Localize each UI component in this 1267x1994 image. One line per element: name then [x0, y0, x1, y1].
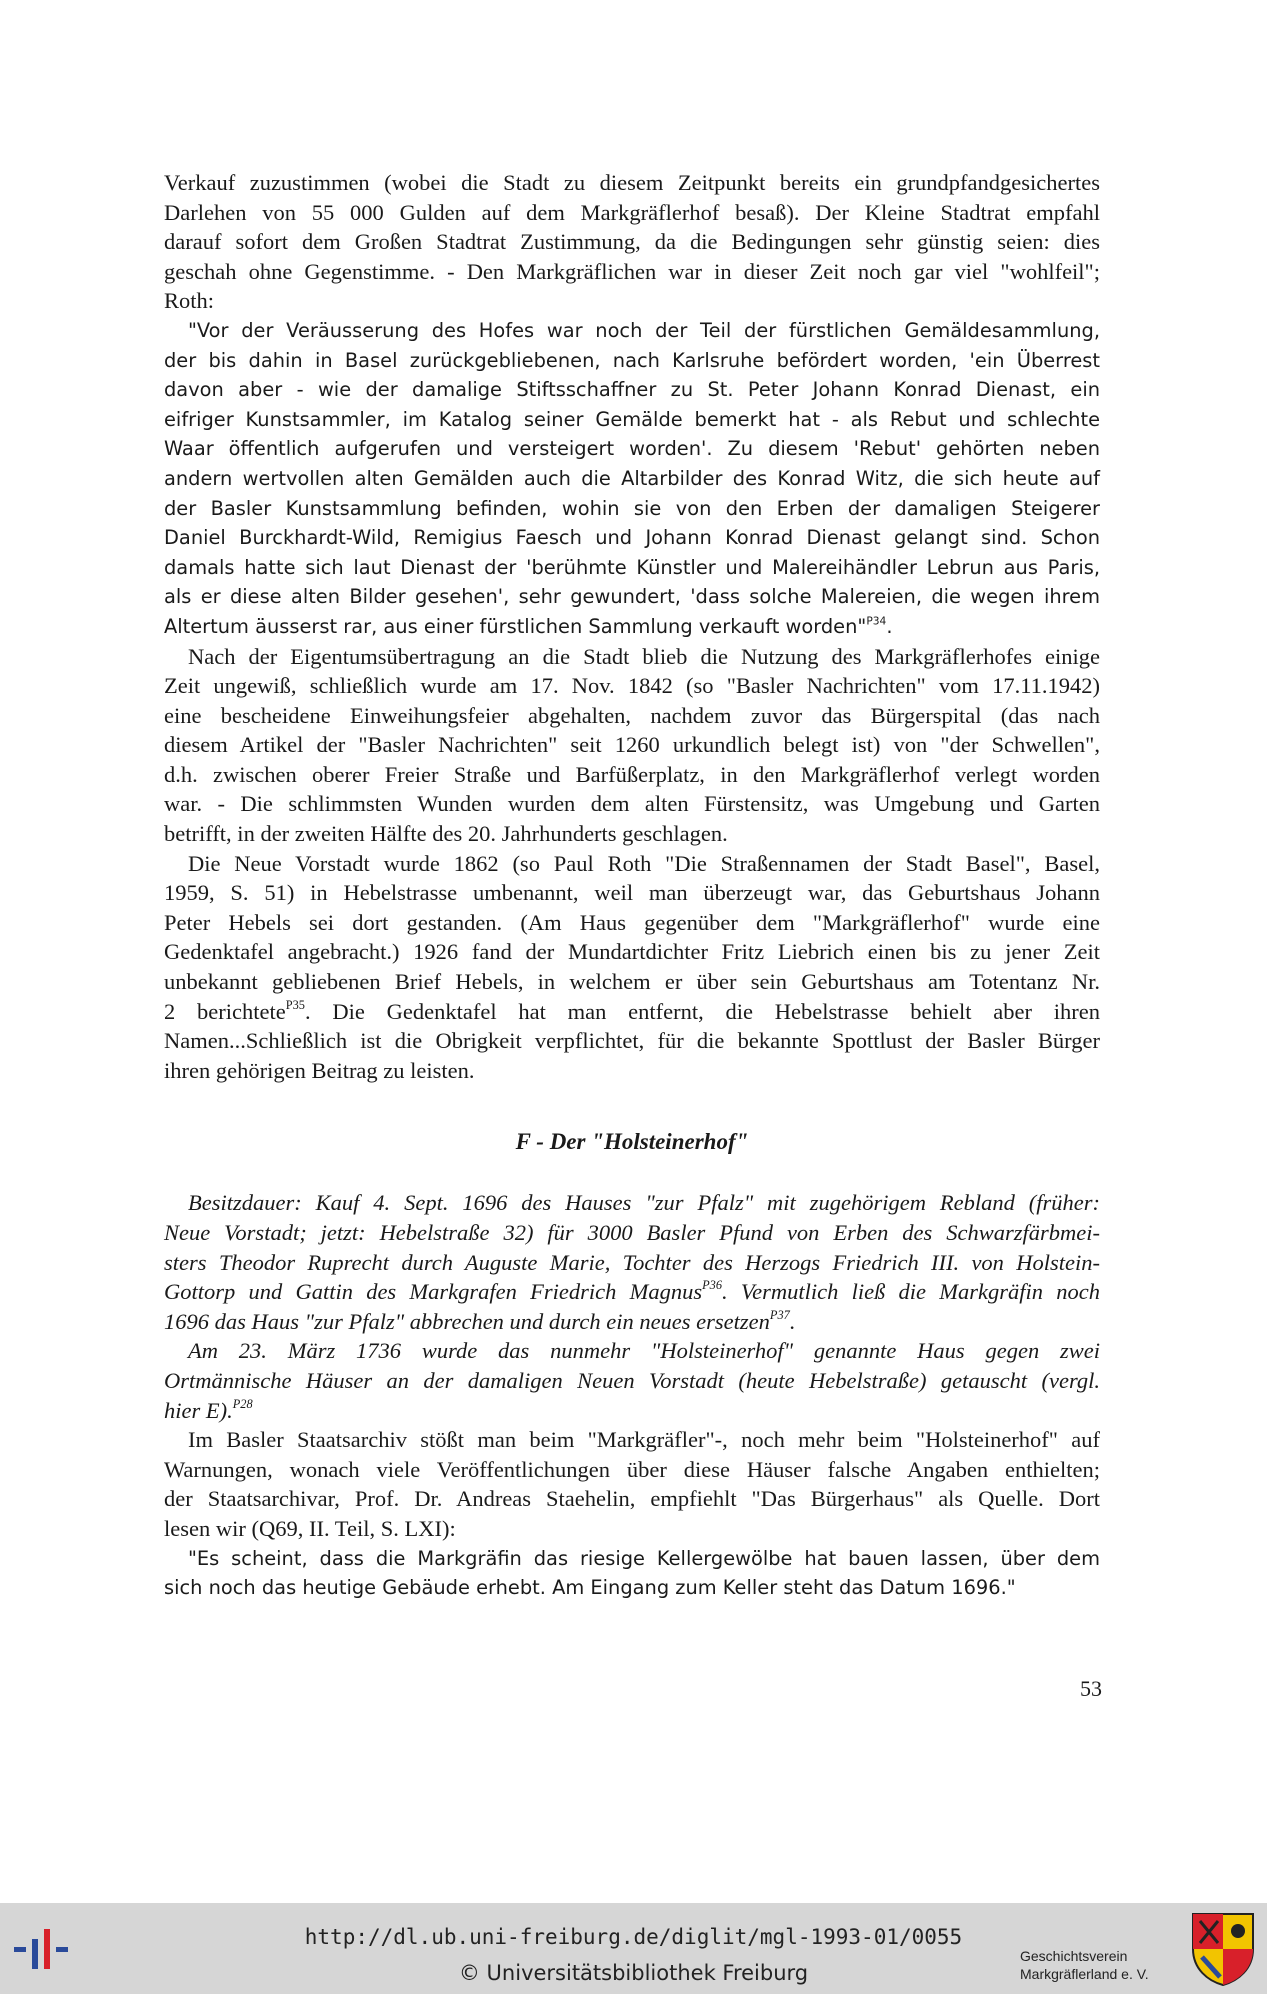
quote-line: als er diese alten Bilder gesehen', sehr gewundert, 'dass solche Malereien, die wegen ihrem — [164, 585, 1100, 609]
text-line — [164, 997, 1100, 1027]
text-line: war. - Die schlimmsten Wunden wurden dem alten Fürstensitz, was Umgebung und Garten — [164, 791, 1100, 817]
quote-line: "Es scheint, dass die Markgräfin das riesige Kellergewölbe hat bauen lassen, über dem — [188, 1546, 1100, 1570]
text-line: Verkauf zuzustimmen (wobei die Stadt zu diesem Zeitpunkt bereits ein grundpfandgesichertes — [164, 170, 1100, 195]
quote-line: sich noch das heutige Gebäude erhebt. Am Eingang zum Keller steht das Datum 1696." — [164, 1576, 1016, 1600]
text-line: ihren gehörigen Beitrag zu leisten. — [164, 1057, 475, 1083]
quote-text: Altertum äusserst rar, aus einer fürstlichen Sammlung verkauft worden" — [164, 614, 867, 638]
text-line: 1959, S. 51) in Hebelstrasse umbenannt, weil man überzeugt war, das Geburtshaus Johann — [164, 880, 1100, 906]
paragraph-2 — [164, 642, 1100, 849]
text-fragment: hier E). — [164, 1397, 233, 1423]
quote-line: der bis dahin in Basel zurückgebliebenen, nach Karlsruhe befördert worden, 'ein Überrest — [164, 348, 1100, 372]
quote-line: "Vor der Veräusserung des Hofes war noch der Teil der fürstlichen Gemäldesammlung, — [188, 318, 1100, 342]
text-line: eine bescheidene Einweihungsfeier abgehalten, nachdem zuvor das Bürgerspital (das nach — [164, 702, 1100, 728]
text-fragment: . Vermutlich ließ die Markgräfin noch — [722, 1279, 1100, 1305]
footer-copyright: © Universitätsbibliothek Freiburg — [458, 1961, 809, 1985]
coat-of-arms-icon[interactable] — [1190, 1911, 1256, 1987]
footnote-ref: P34 — [866, 614, 887, 628]
paragraph-5 — [164, 1336, 1100, 1425]
quote-text: . — [886, 614, 893, 638]
society-line: Markgräflerland e. V. — [1020, 1966, 1149, 1982]
section-heading: F - Der "Holsteinerhof" — [515, 1129, 749, 1155]
paragraph-1 — [164, 168, 1100, 316]
text-line: Neue Vorstadt; jetzt: Hebelstraße 32) für 3000 Basler Pfund von Erben des Schwarzfärbmei- — [164, 1220, 1100, 1245]
text-line — [164, 1277, 1100, 1307]
quote-2 — [164, 1544, 1100, 1603]
footnote-ref: P28 — [232, 1396, 253, 1411]
page-number: 53 — [1080, 1676, 1102, 1701]
footer-url-link[interactable]: http://dl.ub.uni-freiburg.de/diglit/mgl-1993-01/0055 — [304, 1925, 963, 1949]
text-line: der Staatsarchivar, Prof. Dr. Andreas Staehelin, empfiehlt "Das Bürgerhaus" als Quelle. Dort — [164, 1486, 1100, 1512]
quote-line — [164, 612, 1100, 642]
text-line: Zeit ungewiß, schließlich wurde am 17. Nov. 1842 (so "Basler Nachrichten" vom 17.11.1942) — [164, 673, 1100, 699]
text-line: d.h. zwischen oberer Freier Straße und Barfüßerplatz, in den Markgräflerhof verlegt worden — [164, 761, 1100, 787]
text-fragment: Gottorp und Gattin des Markgrafen Friedrich Magnus — [164, 1279, 703, 1305]
text-line: Gedenktafel angebracht.) 1926 fand der Mundartdichter Fritz Liebrich einen bis zu jener Zeit — [164, 939, 1100, 965]
text-line: Die Neue Vorstadt wurde 1862 (so Paul Roth "Die Straßennamen der Stadt Basel", Basel, — [188, 850, 1100, 876]
text-line — [164, 1396, 1100, 1426]
quote-line: eifriger Kunstsammler, im Katalog seiner Gemälde bemerkt hat - als Rebut und schlechte — [164, 407, 1100, 431]
text-line: Roth: — [164, 288, 215, 314]
text-line: Nach der Eigentumsübertragung an die Stadt blieb die Nutzung des Markgräflerhofes einige — [188, 643, 1100, 669]
text-line: Peter Hebels sei dort gestanden. (Am Haus gegenüber dem "Markgräflerhof" wurde eine — [164, 909, 1100, 935]
text-line: darauf sofort dem Großen Stadtrat Zustimmung, da die Bedingungen sehr günstig seien: dies — [164, 229, 1100, 255]
society-line: Geschichtsverein — [1020, 1948, 1128, 1964]
text-line: Im Basler Staatsarchiv stößt man beim "Markgräfler"-, noch mehr beim "Holsteinerhof" auf — [188, 1427, 1100, 1453]
text-fragment: 2 berichtete — [164, 998, 286, 1024]
footer-society-name — [1020, 1947, 1195, 1983]
text-fragment: 1696 das Haus "zur Pfalz" abbrechen und durch ein neues ersetzen — [164, 1308, 770, 1334]
text-line: Namen...Schließlich ist die Obrigkeit verpflichtet, für die bekannte Spottlust der Basler Bürger — [164, 1028, 1100, 1054]
text-line: lesen wir (Q69, II. Teil, S. LXI): — [164, 1515, 456, 1541]
text-fragment: . — [789, 1308, 796, 1334]
footnote-ref: P37 — [769, 1307, 790, 1322]
text-line: Darlehen von 55 000 Gulden auf dem Markgräflerhof besaß). Der Kleine Stadtrat empfahl — [164, 199, 1100, 225]
paragraph-3 — [164, 849, 1100, 1086]
quote-1 — [164, 316, 1100, 642]
footer-bar — [0, 1903, 1267, 1994]
quote-line: Daniel Burckhardt-Wild, Remigius Faesch und Johann Konrad Dienast gelangt sind. Schon — [164, 526, 1100, 550]
text-line: unbekannt gebliebenen Brief Hebels, in welchem er über sein Geburtshaus am Totentanz Nr. — [164, 969, 1100, 995]
quote-line: davon aber - wie der damalige Stiftsschaffner zu St. Peter Johann Konrad Dienast, ein — [164, 378, 1100, 402]
paragraph-4 — [164, 1188, 1100, 1336]
text-line: Warnungen, wonach viele Veröffentlichungen über diese Häuser falsche Angaben enthielten; — [164, 1456, 1100, 1482]
quote-line: der Basler Kunstsammlung befinden, wohin sie von den Erben der damaligen Steigerer — [164, 496, 1100, 520]
paragraph-6 — [164, 1425, 1100, 1543]
quote-line: andern wertvollen alten Gemälden auch die Altarbilder des Konrad Witz, die sich heute auf — [164, 466, 1100, 490]
quote-line: damals hatte sich laut Dienast der 'berühmte Künstler und Malereihändler Lebrun aus Paris, — [164, 555, 1100, 579]
text-line: betrifft, in der zweiten Hälfte des 20. Jahrhunderts geschlagen. — [164, 821, 728, 847]
text-fragment: . Die Gedenktafel hat man entfernt, die Hebelstrasse behielt aber ihren — [304, 998, 1100, 1024]
text-line: Ortmännische Häuser an der damaligen Neuen Vorstadt (heute Hebelstraße) getauscht (vergl. — [164, 1367, 1100, 1393]
text-line: sters Theodor Ruprecht durch Auguste Marie, Tochter des Herzogs Friedrich III. von Holstein- — [164, 1249, 1100, 1275]
footnote-ref: P36 — [702, 1278, 723, 1293]
footnote-ref: P35 — [285, 997, 305, 1012]
page-body — [164, 168, 1100, 1603]
text-line — [164, 1307, 1100, 1337]
text-line: diesem Artikel der "Basler Nachrichten" seit 1260 urkundlich belegt ist) von "der Schwellen", — [164, 732, 1100, 758]
text-line: geschah ohne Gegenstimme. - Den Markgräflichen war in dieser Zeit noch gar viel "wohlfeil"; — [164, 258, 1100, 284]
quote-line: Waar öffentlich aufgerufen und versteigert worden'. Zu diesem 'Rebut' gehörten neben — [164, 437, 1100, 461]
text-line: Am 23. März 1736 wurde das nunmehr "Holsteinerhof" genannte Haus gegen zwei — [188, 1338, 1100, 1364]
text-line: Besitzdauer: Kauf 4. Sept. 1696 des Hauses "zur Pfalz" mit zugehörigem Rebland (früher: — [188, 1190, 1100, 1216]
